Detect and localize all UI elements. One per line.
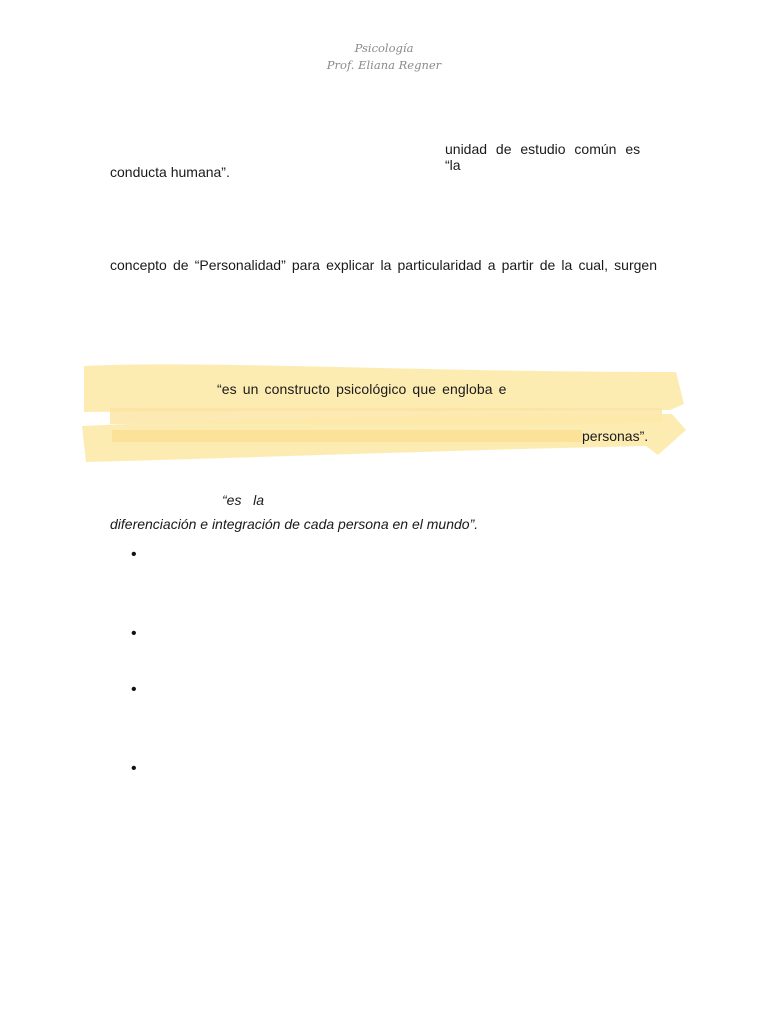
paragraph-1-line-2: conducta humana”.	[110, 164, 230, 180]
paragraph-1-line-1	[445, 141, 657, 173]
bullet-4: •	[131, 760, 137, 777]
paragraph-2-word: la	[380, 257, 392, 273]
quote-2-line-2: diferenciación e integración de cada persona en el mundo”.	[110, 516, 479, 532]
paragraph-2-word: explicar	[326, 257, 375, 273]
paragraph-2-word: “Personalidad”	[194, 257, 286, 273]
header-subject: Psicología	[354, 41, 414, 55]
paragraph-2-word: de	[172, 257, 189, 273]
highlight-stroke-4	[112, 430, 582, 442]
paragraph-2-word: para	[291, 257, 320, 273]
paragraph-2-word: de	[539, 257, 556, 273]
paragraph-1-text: unidad de estudio común es “la	[445, 141, 641, 173]
quote-2-start: “es la	[222, 492, 265, 508]
paragraph-2-word: particularidad	[397, 257, 482, 273]
paragraph-2-line	[110, 257, 657, 273]
bullet-3: •	[131, 681, 137, 698]
bullet-2: •	[131, 625, 137, 642]
bullet-1: •	[131, 546, 137, 563]
paragraph-2-word: la	[561, 257, 573, 273]
paragraph-2-word: cual,	[578, 257, 609, 273]
quote-1-line-1: “es un constructo psicológico que engloba e	[217, 381, 507, 397]
quote-1-line-2: personas”.	[582, 428, 649, 444]
header-professor: Prof. Eliana Regner	[326, 58, 442, 72]
paragraph-2-word: a	[487, 257, 496, 273]
paragraph-2-word: partir	[501, 257, 534, 273]
paragraph-2-word: concepto	[110, 257, 167, 273]
paragraph-2-word: surgen	[614, 257, 657, 273]
